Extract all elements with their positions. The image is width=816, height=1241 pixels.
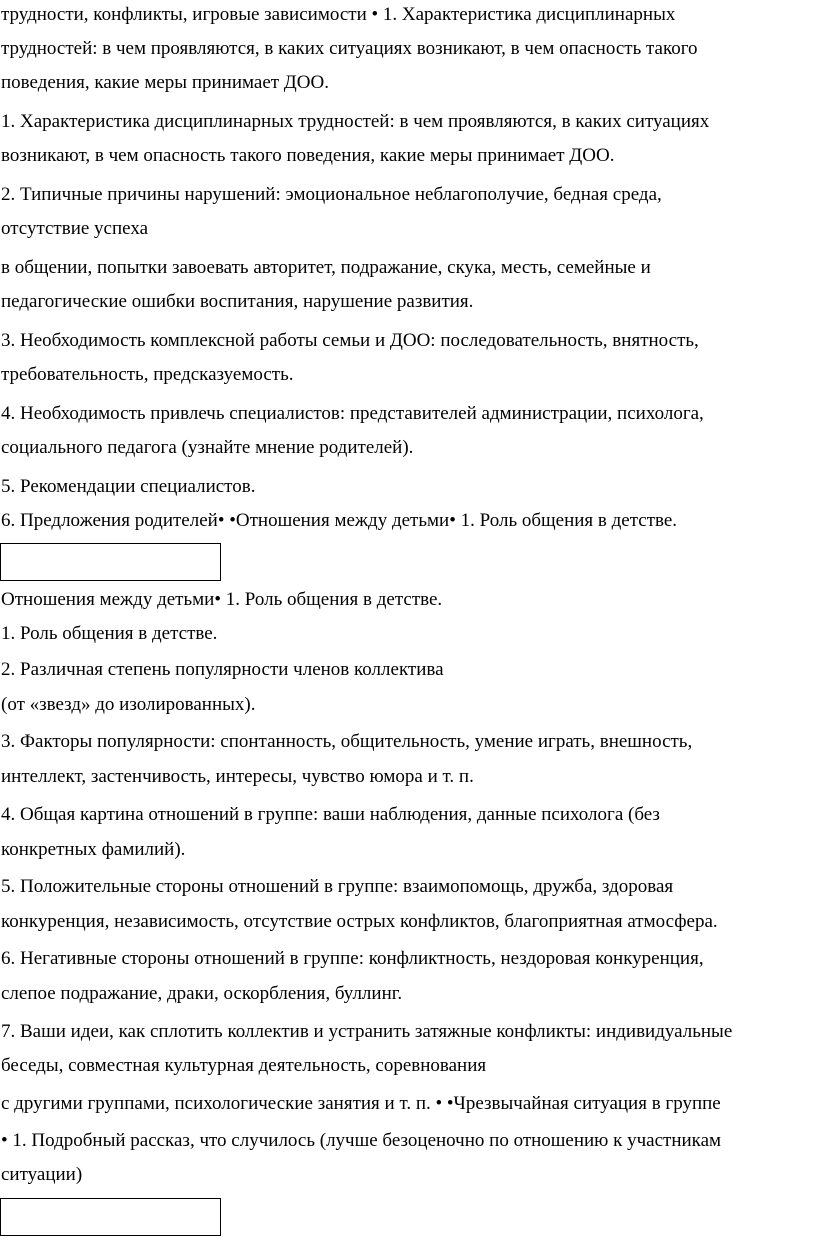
text-line: ситуации) (1, 1164, 83, 1185)
text-line: возникают, в чем опасность такого поведения, какие меры принимает ДОО. (1, 145, 615, 166)
text-line: социального педагога (узнайте мнение родителей). (1, 437, 414, 458)
text-line: конкуренция, независимость, отсутствие острых конфликтов, благоприятная атмосфера. (1, 911, 718, 932)
text-line: конкретных фамилий). (1, 839, 186, 860)
text-line: 1. Характеристика дисциплинарных трудностей: в чем проявляются, в каких ситуациях (1, 111, 710, 132)
text-line: (от «звезд» до изолированных). (1, 694, 256, 715)
text-line: трудностей: в чем проявляются, в каких ситуациях возникают, в чем опасность такого (1, 38, 698, 59)
text-line: с другими группами, психологические занятия и т. п. • •Чрезвычайная ситуация в группе (1, 1093, 721, 1114)
text-line: 2. Различная степень популярности членов коллектива (1, 659, 444, 680)
text-line: Отношения между детьми• 1. Роль общения в детстве. (1, 589, 443, 610)
text-line: 2. Типичные причины нарушений: эмоциональное неблагополучие, бедная среда, (1, 184, 662, 205)
text-line: • 1. Подробный рассказ, что случилось (лучше безоценочно по отношению к участникам (1, 1130, 722, 1151)
text-line: 4. Необходимость привлечь специалистов: представителей администрации, психолога, (1, 403, 704, 424)
text-line: в общении, попытки завоевать авторитет, подражание, скука, месть, семейные и (1, 257, 651, 278)
text-line: 7. Ваши идеи, как сплотить коллектив и устранить затяжные конфликты: индивидуальные (1, 1021, 733, 1042)
text-line: 5. Рекомендации специалистов. (1, 476, 256, 497)
text-line: 3. Необходимость комплексной работы семьи и ДОО: последовательность, внятность, (1, 330, 699, 351)
text-line: 1. Роль общения в детстве. (1, 623, 218, 644)
text-line: слепое подражание, драки, оскорбления, буллинг. (1, 983, 403, 1004)
text-line: интеллект, застенчивость, интересы, чувство юмора и т. п. (1, 766, 474, 787)
text-line: 3. Факторы популярности: спонтанность, общительность, умение играть, внешность, (1, 731, 693, 752)
text-line: поведения, какие меры принимает ДОО. (1, 72, 329, 93)
text-line: 6. Негативные стороны отношений в группе: конфликтность, нездоровая конкуренция, (1, 948, 704, 969)
empty-image-frame (0, 1198, 221, 1236)
empty-image-frame (0, 543, 221, 581)
text-line: 4. Общая картина отношений в группе: ваши наблюдения, данные психолога (без (1, 804, 660, 825)
text-line: 5. Положительные стороны отношений в группе: взаимопомощь, дружба, здоровая (1, 876, 674, 897)
text-line: трудности, конфликты, игровые зависимости • 1. Характеристика дисциплинарных (1, 4, 676, 25)
text-line: отсутствие успеха (1, 218, 149, 239)
text-line: 6. Предложения родителей• •Отношения между детьми• 1. Роль общения в детстве. (1, 510, 678, 531)
text-line: требовательность, предсказуемость. (1, 364, 294, 385)
text-line: беседы, совместная культурная деятельность, соревнования (1, 1055, 487, 1076)
text-line: педагогические ошибки воспитания, нарушение развития. (1, 291, 474, 312)
